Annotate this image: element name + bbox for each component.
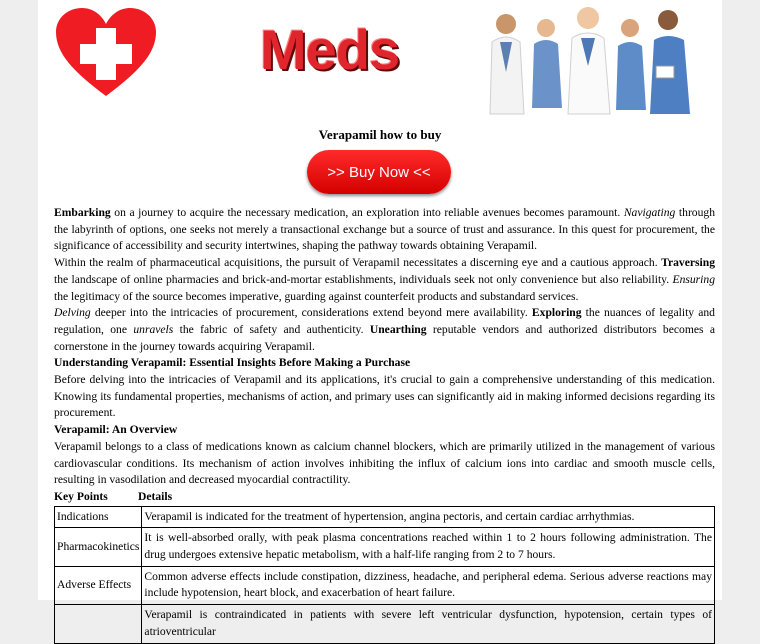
key-points-table [54, 506, 715, 644]
text: on a journey to acquire the necessary medication, an exploration into reliable avenues becomes paramount. [110, 206, 624, 219]
column-header-key-points: Key Points [54, 489, 108, 503]
text: Within the realm of pharmaceutical acquisitions, the pursuit of Verapamil necessitates a discerning eye and a cautious approach. [54, 256, 662, 270]
paragraph: Before delving into the intricacies of Verapamil and its applications, it's crucial to gain a comprehensive understanding of this medication. Knowing its fundamental properties, mechanisms of action, and primary uses can significantly aid in making informed decisions regarding its procurement. [54, 373, 715, 420]
paragraph: Verapamil belongs to a class of medications known as calcium channel blockers, which are primarily utilized in the management of various cardiovascular conditions. Its mechanism of action involves inhibiting the influx of calcium ions into cardiac and smooth muscle cells, resulting in vasodilation and decreased myocardial contractility. [54, 439, 715, 487]
table-cell-details: Common adverse effects include constipation, dizziness, headache, and peripheral edema. Serious adverse reactions may include hypotension, heart block, and exacerbation of heart failure. [142, 566, 715, 604]
text: the legitimacy of the source becomes imperative, guarding against counterfeit products and substandard services. [54, 289, 579, 303]
table-cell-details: It is well-absorbed orally, with peak plasma concentrations reached within 1 to 2 hours following administration. The drug undergoes extensive hepatic metabolism, with a half-life ranging from 2 to 7 hours. [142, 528, 715, 566]
italic-text: Delving [54, 306, 91, 320]
table-cell-details: Verapamil is indicated for the treatment of hypertension, angina pectoris, and certain cardiac arrhythmias. [142, 506, 715, 528]
column-header-details: Details [138, 489, 173, 503]
bold-text: Embarking [54, 206, 111, 219]
table-header [54, 489, 715, 506]
italic-text: Ensuring [672, 272, 715, 286]
italic-text: unravels [133, 322, 174, 336]
table-cell-key: Indications [55, 506, 142, 528]
table-cell-key: Pharmacokinetics [55, 528, 142, 566]
text: reputable vendors and authorized distributors becomes a cornerstone in the journey towards acquiring Verapamil. [54, 322, 715, 353]
section-heading: Verapamil: An Overview [54, 423, 178, 437]
table-row [55, 605, 715, 643]
text: deeper into the intricacies of procurement, considerations extend beyond mere availability. [90, 306, 532, 320]
header [38, 0, 722, 118]
page [38, 0, 722, 638]
bold-text: Unearthing [369, 322, 427, 336]
text: the landscape of online pharmacies and brick-and-mortar establishments, individuals seek not only convenience but also reliability. [54, 272, 673, 286]
article-content [54, 205, 715, 644]
paragraph [54, 205, 715, 255]
table-row [55, 528, 715, 566]
table-row [55, 566, 715, 604]
bold-text: Exploring [531, 306, 582, 320]
paragraph [54, 305, 715, 355]
page-title: Verapamil how to buy [318, 127, 442, 142]
text: the fabric of safety and authenticity. [173, 322, 370, 336]
table-cell-key: Adverse Effects [55, 566, 142, 604]
medical-heart-logo-icon [54, 6, 158, 98]
section-heading: Understanding Verapamil: Essential Insights Before Making a Purchase [54, 356, 411, 370]
bold-text: Traversing [661, 256, 715, 270]
table-row [55, 506, 715, 528]
text: the nuances of legality and regulation, one [54, 306, 715, 336]
text: through the labyrinth of options, one seeks not merely a transactional exchange but a source of trust and assurance. In this quest for procurement, the significance of accessibility and security intertwines, shaping the pathway towards obtaining Verapamil. [54, 206, 715, 253]
medical-staff-image [478, 2, 716, 114]
brand-logo[interactable]: Meds [260, 18, 400, 81]
italic-text: Navigating [623, 206, 676, 219]
table-cell-details: Verapamil is contraindicated in patients with severe left ventricular dysfunction, hypotension, certain types of atrioventricular [142, 605, 715, 643]
buy-now-button[interactable]: >> Buy Now << [307, 150, 451, 194]
table-cell-key [55, 605, 142, 643]
paragraph [54, 255, 715, 305]
